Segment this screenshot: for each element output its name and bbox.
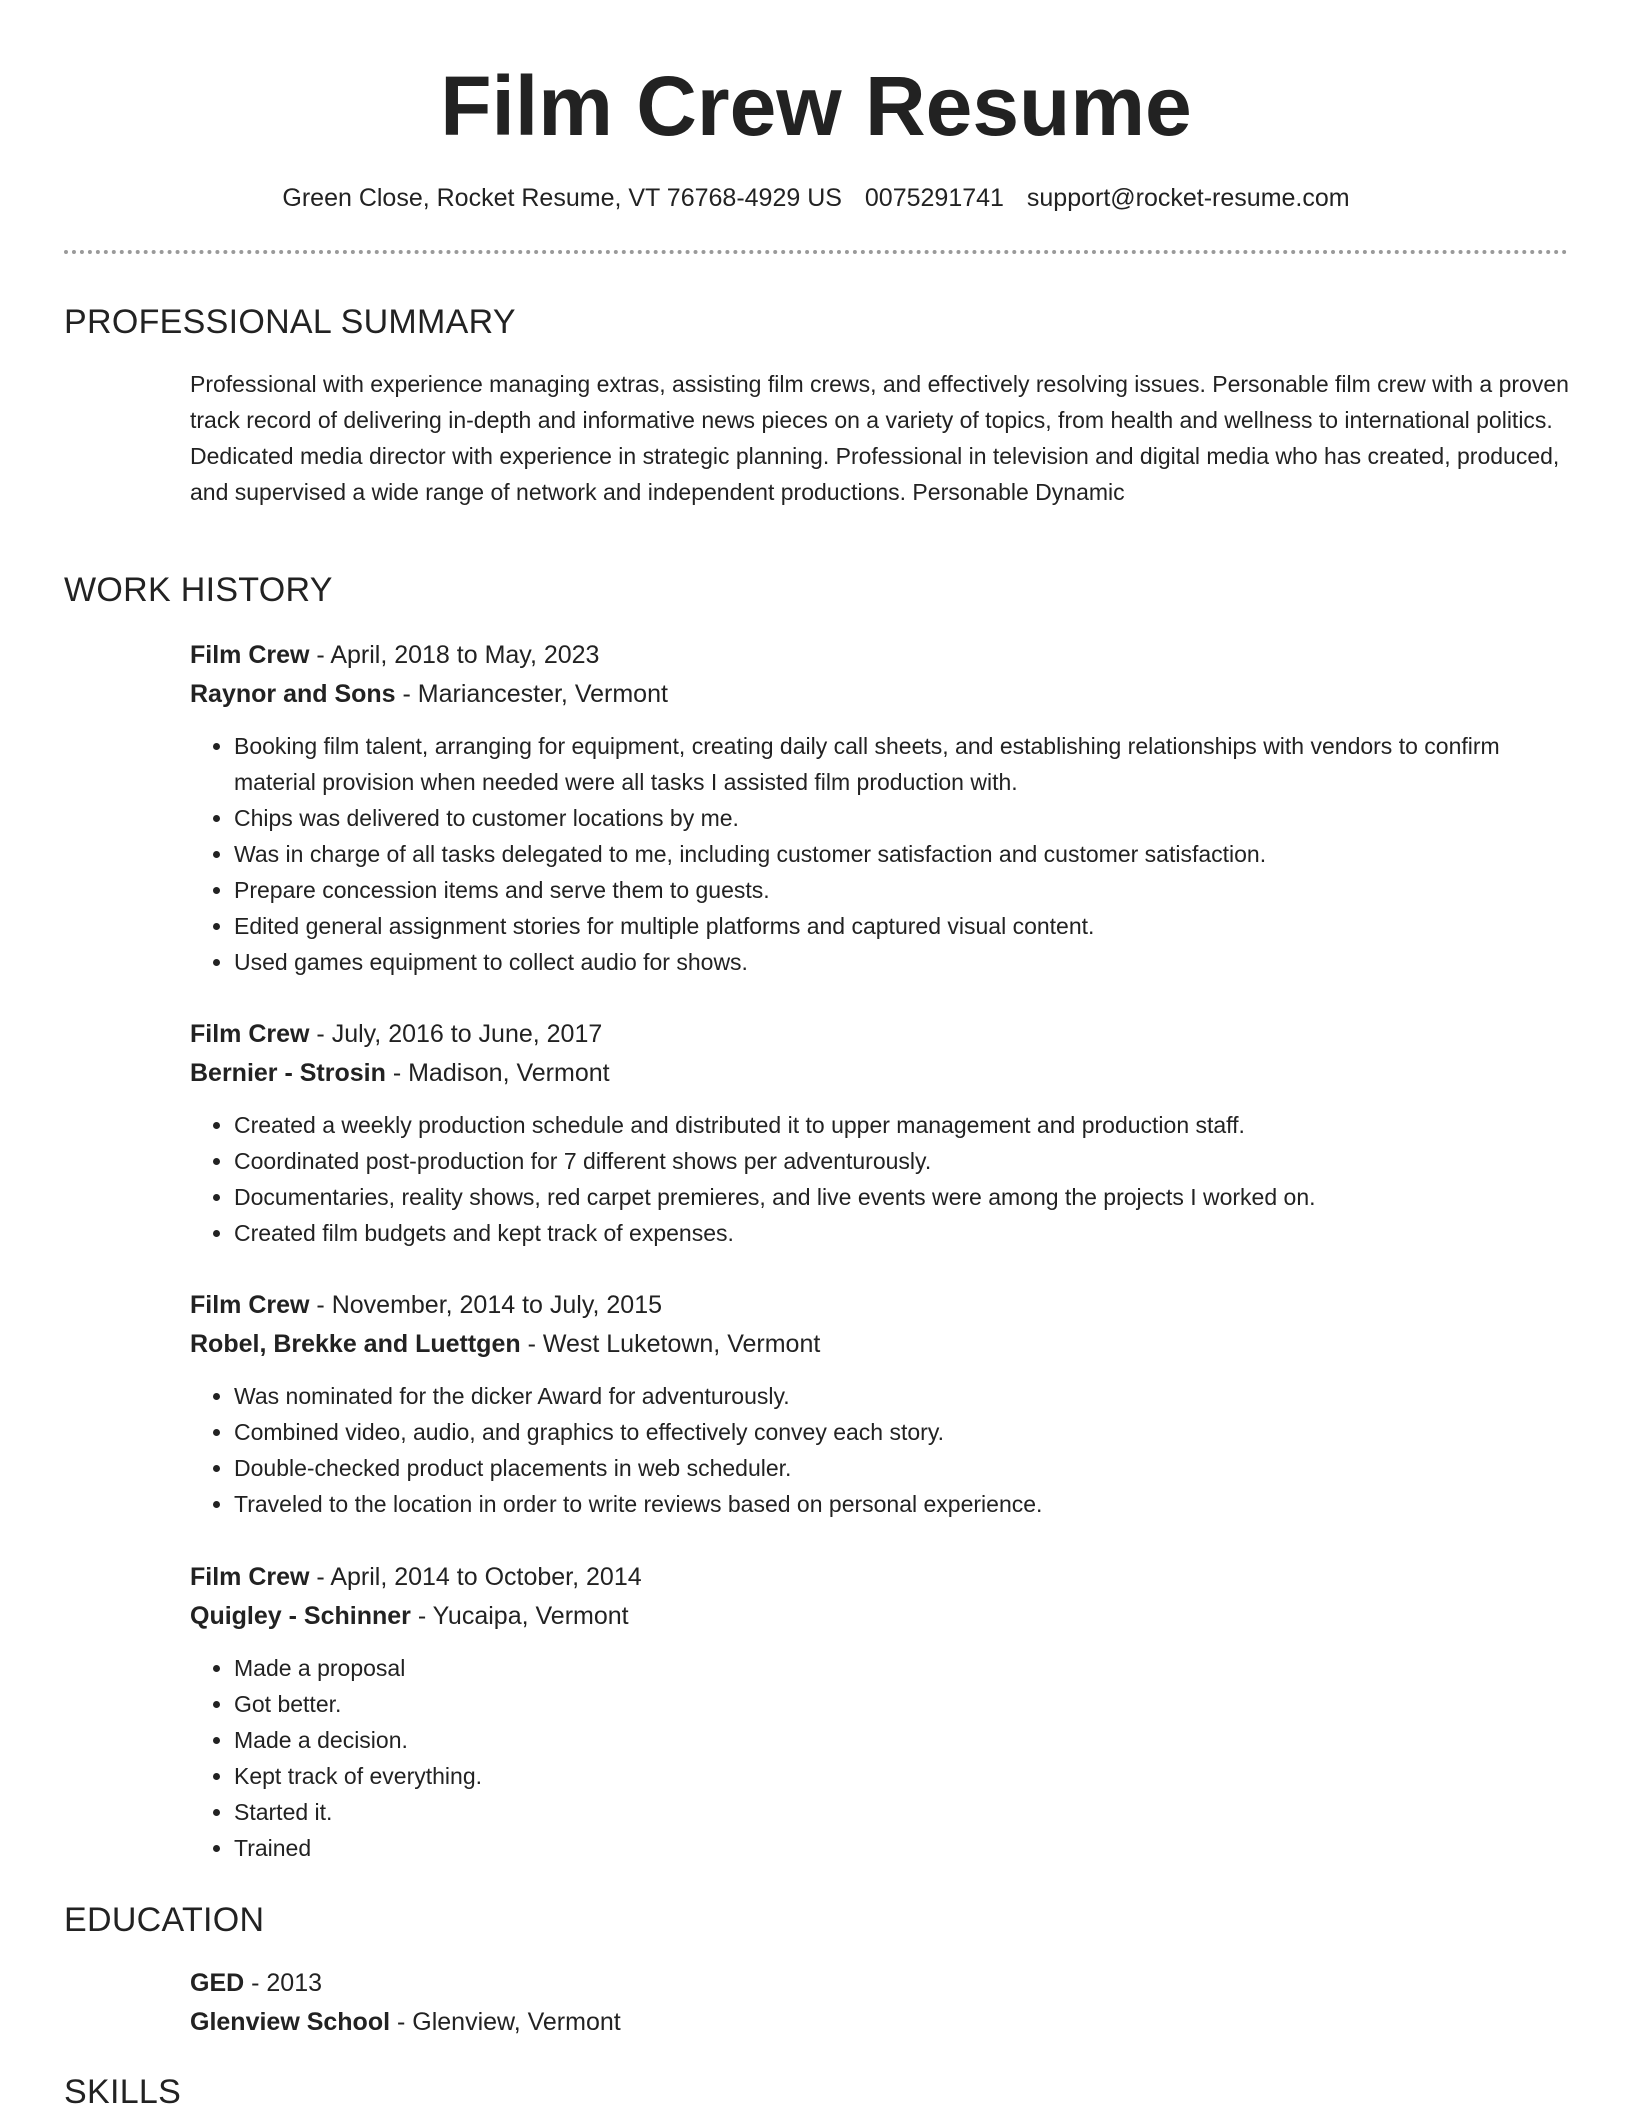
job-bullet: • Was in charge of all tasks delegated to me, including customer satisfaction and customer satisfaction. <box>234 836 1570 872</box>
section-title-education: EDUCATION <box>64 1901 265 1939</box>
job-bullet: • Prepare concession items and serve them to guests. <box>234 872 1570 908</box>
job-dates: - July, 2016 to June, 2017 <box>309 1020 603 1048</box>
education-location: - Glenview, Vermont <box>390 2008 621 2036</box>
job-company: Raynor and Sons <box>190 680 396 708</box>
job-company-line <box>190 1325 1570 1364</box>
education-degree: GED <box>190 1969 245 1997</box>
job-location: - Madison, Vermont <box>385 1059 610 1087</box>
job-bullet: • Kept track of everything. <box>234 1758 1570 1794</box>
job-title-line <box>190 1286 1570 1325</box>
job-bullet: • Trained <box>234 1830 1570 1866</box>
contact-address: Green Close, Rocket Resume, VT 76768-4929 US <box>282 184 842 212</box>
job-bullet: • Edited general assignment stories for multiple platforms and captured visual content. <box>234 908 1570 944</box>
summary-text: Professional with experience managing extras, assisting film crews, and effectively resolving issues. Personable film crew with a proven track record of delivering in-depth and informative news pieces on a variety of topics, from health and wellness to international politics. Dedicated media director with experience in strategic planning. Professional in television and digital media who has created, produced, and supervised a wide range of network and independent productions. Personable Dynamic <box>190 371 1569 505</box>
job-title-line <box>190 1015 1570 1054</box>
job-company-line <box>190 675 1570 714</box>
job-title: Film Crew <box>190 1563 310 1591</box>
job-dates: - April, 2018 to May, 2023 <box>309 641 600 669</box>
job-bullet: • Made a proposal <box>234 1650 1570 1686</box>
contact-line <box>0 182 1632 214</box>
job-bullet: • Booking film talent, arranging for equipment, creating daily call sheets, and establishing relationships with vendors to confirm material provision when needed were all tasks I assisted film production with. <box>234 728 1570 800</box>
job-bullet: • Created film budgets and kept track of expenses. <box>234 1215 1570 1251</box>
job-bullet: • Combined video, audio, and graphics to effectively convey each story. <box>234 1414 1570 1450</box>
job-company: Quigley - Schinner <box>190 1602 411 1630</box>
section-title-summary: PROFESSIONAL SUMMARY <box>64 303 516 341</box>
job-location: - Mariancester, Vermont <box>395 680 668 708</box>
job-dates: - April, 2014 to October, 2014 <box>309 1563 642 1591</box>
education-entry <box>190 1964 1570 2042</box>
job-location: - West Luketown, Vermont <box>520 1330 821 1358</box>
job-bullet: • Documentaries, reality shows, red carpet premieres, and live events were among the projects I worked on. <box>234 1179 1570 1215</box>
job-company-line <box>190 1597 1570 1636</box>
job-bullet: • Coordinated post-production for 7 different shows per adventurously. <box>234 1143 1570 1179</box>
section-title-skills: SKILLS <box>64 2073 182 2111</box>
job-bullets <box>190 1650 1570 1866</box>
header-divider <box>64 250 1568 254</box>
job-entry <box>190 636 1570 980</box>
job-title-line <box>190 1558 1570 1597</box>
job-bullets <box>190 1378 1570 1522</box>
job-bullets <box>190 1107 1570 1251</box>
job-bullet: • Traveled to the location in order to write reviews based on personal experience. <box>234 1486 1570 1522</box>
education-degree-line <box>190 1964 1570 2003</box>
job-bullet: • Made a decision. <box>234 1722 1570 1758</box>
job-location: - Yucaipa, Vermont <box>410 1602 629 1630</box>
section-title-work-history: WORK HISTORY <box>64 571 333 609</box>
job-entry <box>190 1015 1570 1251</box>
job-entry <box>190 1286 1570 1522</box>
job-company: Robel, Brekke and Luettgen <box>190 1330 521 1358</box>
job-dates: - November, 2014 to July, 2015 <box>309 1291 662 1319</box>
job-company-line <box>190 1054 1570 1093</box>
education-school-line <box>190 2003 1570 2042</box>
job-bullet: • Got better. <box>234 1686 1570 1722</box>
job-bullet: • Was nominated for the dicker Award for adventurously. <box>234 1378 1570 1414</box>
job-bullets <box>190 728 1570 980</box>
education-school: Glenview School <box>190 2008 391 2036</box>
job-bullet: • Chips was delivered to customer locations by me. <box>234 800 1570 836</box>
job-title: Film Crew <box>190 1020 310 1048</box>
job-entry <box>190 1558 1570 1866</box>
job-bullet: • Double-checked product placements in web scheduler. <box>234 1450 1570 1486</box>
contact-phone: 0075291741 <box>864 184 1004 212</box>
job-title-line <box>190 636 1570 675</box>
job-title: Film Crew <box>190 641 310 669</box>
job-company: Bernier - Strosin <box>190 1059 386 1087</box>
job-bullet: • Created a weekly production schedule and distributed it to upper management and production staff. <box>234 1107 1570 1143</box>
contact-email: support@rocket-resume.com <box>1026 184 1350 212</box>
education-year: - 2013 <box>244 1969 323 1997</box>
job-bullet: • Used games equipment to collect audio for shows. <box>234 944 1570 980</box>
resume-title: Film Crew Resume <box>440 59 1192 153</box>
job-title: Film Crew <box>190 1291 310 1319</box>
job-bullet: • Started it. <box>234 1794 1570 1830</box>
